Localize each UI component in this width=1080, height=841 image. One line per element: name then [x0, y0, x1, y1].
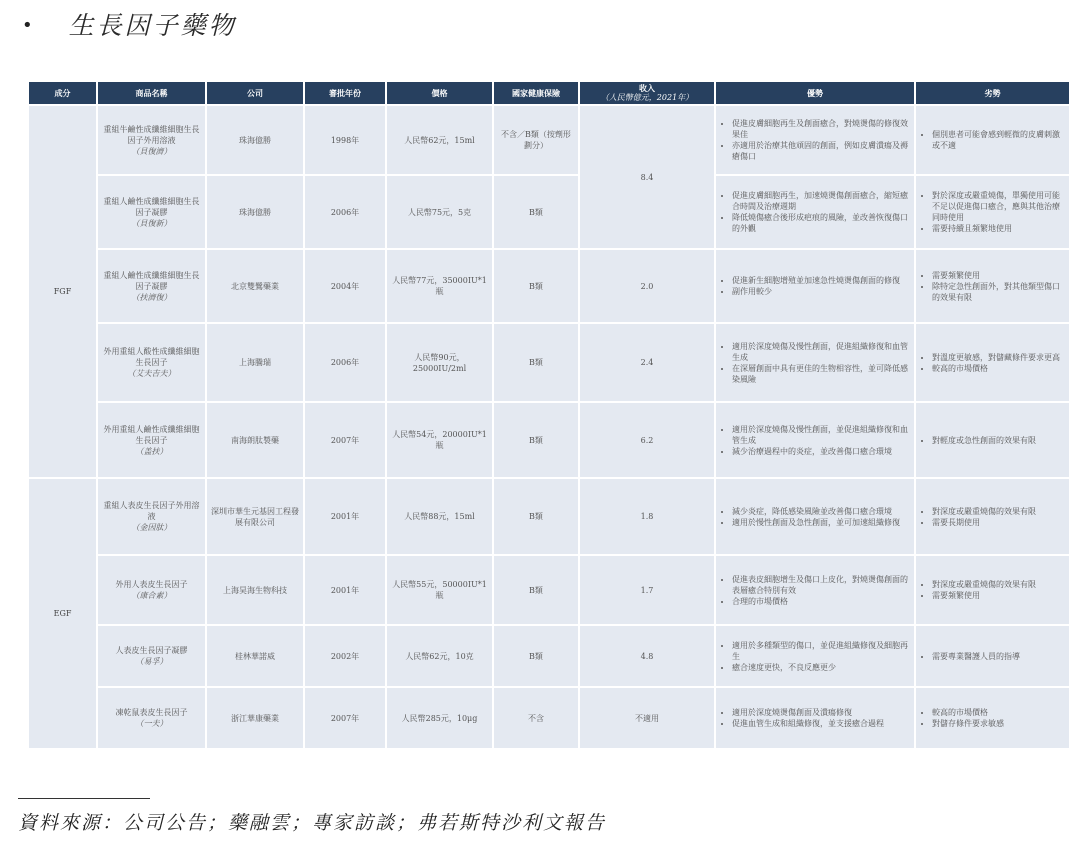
year-cell: 2001年 — [305, 556, 385, 624]
brand-name: （金因肽） — [131, 523, 172, 532]
product-name: 外用人表皮生長因子 — [115, 580, 188, 589]
disadvantages-cell — [916, 176, 1069, 248]
table-row — [29, 106, 1069, 174]
year-cell: 2006年 — [305, 176, 385, 248]
brand-name: （貝復濟） — [131, 146, 172, 156]
product-name: 凍乾鼠表皮生長因子 — [115, 708, 188, 717]
disadvantage-list — [920, 435, 1065, 446]
company-cell: 上海昊海生物科技 — [207, 556, 303, 624]
disadvantage-item: • 需要專業醫護人員的指導 — [932, 651, 1065, 662]
advantage-list — [720, 341, 910, 385]
disadvantage-list — [920, 651, 1065, 662]
disadvantage-item: • 對於深度或嚴重燒傷，單獨使用可能不足以促進傷口癒合，應與其他治療同時使用 — [932, 190, 1065, 223]
header-revenue — [580, 82, 714, 104]
segment-cell-fgf: FGF — [29, 106, 96, 477]
advantages-cell — [716, 479, 914, 554]
advantage-item: • 促進血管生成和組織修復，並支援癒合過程 — [732, 718, 910, 729]
advantage-list — [720, 574, 910, 607]
advantages-cell — [716, 626, 914, 686]
disadvantages-cell — [916, 106, 1069, 174]
product-name: 重組人表皮生長因子外用溶液 — [103, 501, 200, 521]
advantage-item: • 適用於深度燒燙傷創面及潰瘍修復 — [732, 707, 910, 718]
disadvantages-cell — [916, 688, 1069, 748]
product-cell — [98, 176, 205, 248]
year-cell: 2006年 — [305, 324, 385, 401]
advantage-item: • 在深層創面中具有更佳的生物相容性，並可降低感染風險 — [732, 363, 910, 385]
revenue-cell: 4.8 — [580, 626, 714, 686]
revenue-cell: 1.8 — [580, 479, 714, 554]
product-name: 重組人鹼性成纖維細胞生長因子凝膠 — [103, 196, 200, 217]
brand-name: （艾夫吉夫） — [127, 369, 176, 378]
header-revenue-line1: 收入 — [639, 83, 655, 93]
growth-factor-drug-table — [27, 80, 1071, 750]
brand-name: （貝復新） — [131, 218, 172, 228]
price-cell: 人民幣55元，50000IU*1瓶 — [387, 556, 492, 624]
table-row — [29, 176, 1069, 248]
advantage-item: • 促進新生細胞增殖並加速急性燒燙傷創面的修復 — [732, 275, 910, 286]
disadvantages-cell — [916, 556, 1069, 624]
disadvantage-item: • 對深度或嚴重燒傷的效果有限 — [932, 506, 1065, 517]
price-cell: 人民幣90元，25000IU/2ml — [387, 324, 492, 401]
advantage-item: • 合理的市場價格 — [732, 596, 910, 607]
disadvantage-item: • 需要長期使用 — [932, 517, 1065, 528]
advantage-item: • 降低燒傷癒合後形成疤痕的風險，並改善恢復傷口的外觀 — [732, 212, 910, 234]
disadvantage-item: • 需要頻繁使用 — [932, 590, 1065, 601]
product-cell — [98, 403, 205, 477]
header-revenue-line2: （人民幣億元，2021年） — [600, 93, 694, 102]
section-heading — [22, 6, 237, 42]
advantage-list — [720, 424, 910, 457]
revenue-cell: 6.2 — [580, 403, 714, 477]
year-cell: 2007年 — [305, 403, 385, 477]
advantage-item: • 癒合速度更快，不良反應更少 — [732, 662, 910, 673]
company-cell: 珠海億勝 — [207, 176, 303, 248]
brand-name: （康合素） — [131, 591, 172, 600]
footnote-divider — [18, 798, 150, 799]
insurance-cell: B類 — [494, 176, 578, 248]
product-cell — [98, 250, 205, 322]
product-name: 外用重組人鹼性成纖維細胞生長因子 — [103, 424, 200, 445]
source-note: 資料來源：公司公告；藥融雲；專家訪談；弗若斯特沙利文報告 — [18, 812, 607, 834]
product-cell — [98, 479, 205, 554]
bullet: • — [22, 14, 33, 36]
revenue-cell: 2.0 — [580, 250, 714, 322]
product-cell — [98, 324, 205, 401]
disadvantage-item: • 需要頻繁使用 — [932, 270, 1065, 281]
advantage-item: • 副作用較少 — [732, 286, 910, 297]
advantage-list — [720, 118, 910, 162]
disadvantages-cell — [916, 479, 1069, 554]
price-cell: 人民幣77元，35000IU*1瓶 — [387, 250, 492, 322]
comparison-table-container — [27, 80, 1061, 750]
revenue-cell: 2.4 — [580, 324, 714, 401]
advantage-item: • 促進皮膚細胞再生，加速燒燙傷創面癒合，縮短癒合時間及治療週期 — [732, 190, 910, 212]
insurance-cell: B類 — [494, 479, 578, 554]
disadvantage-list — [920, 352, 1065, 374]
disadvantages-cell — [916, 250, 1069, 322]
product-name: 外用重組人酸性成纖維細胞生長因子 — [103, 347, 200, 367]
disadvantages-cell — [916, 403, 1069, 477]
company-cell: 深圳市華生元基因工程發展有限公司 — [207, 479, 303, 554]
disadvantage-list — [920, 579, 1065, 601]
disadvantage-list — [920, 190, 1065, 234]
advantages-cell — [716, 556, 914, 624]
advantage-item: • 適用於多種類型的傷口，並促進組織修復及細胞再生 — [732, 640, 910, 662]
price-cell: 人民幣285元，10μg — [387, 688, 492, 748]
disadvantage-item: • 較高的市場價格 — [932, 363, 1065, 374]
disadvantage-list — [920, 129, 1065, 151]
company-cell: 珠海億勝 — [207, 106, 303, 174]
price-cell: 人民幣54元，20000IU*1瓶 — [387, 403, 492, 477]
advantage-item: • 促進表皮細胞增生及傷口上皮化，對燒燙傷創面的表層癒合特別有效 — [732, 574, 910, 596]
header-company: 公司 — [207, 82, 303, 104]
advantages-cell — [716, 688, 914, 748]
advantages-cell — [716, 106, 914, 174]
insurance-cell: B類 — [494, 556, 578, 624]
price-cell: 人民幣75元，5克 — [387, 176, 492, 248]
advantage-list — [720, 275, 910, 297]
product-name: 人表皮生長因子凝膠 — [115, 646, 188, 655]
advantages-cell — [716, 250, 914, 322]
product-cell — [98, 556, 205, 624]
advantage-item: • 適用於深度燒傷及慢性創面，促進組織修復和血管生成 — [732, 341, 910, 363]
insurance-cell: B類 — [494, 626, 578, 686]
advantage-item: • 適用於深度燒傷及慢性創面，並促進組織修復和血管生成 — [732, 424, 910, 446]
insurance-cell: B類 — [494, 403, 578, 477]
brand-name: （盖扶） — [135, 446, 168, 456]
advantage-item: • 減少治療過程中的炎症，並改善傷口癒合環境 — [732, 446, 910, 457]
table-row — [29, 324, 1069, 401]
year-cell: 2007年 — [305, 688, 385, 748]
company-cell: 桂林華諾威 — [207, 626, 303, 686]
table-row — [29, 688, 1069, 748]
year-cell: 1998年 — [305, 106, 385, 174]
advantage-item: • 減少炎症，降低感染風險並改善傷口癒合環境 — [732, 506, 910, 517]
disadvantages-cell — [916, 626, 1069, 686]
company-cell: 浙江華康藥業 — [207, 688, 303, 748]
header-advantages: 優勢 — [716, 82, 914, 104]
product-cell — [98, 688, 205, 748]
year-cell: 2001年 — [305, 479, 385, 554]
brand-name: （扶濟復） — [131, 292, 172, 302]
advantages-cell — [716, 403, 914, 477]
price-cell: 人民幣62元，10克 — [387, 626, 492, 686]
table-row — [29, 250, 1069, 322]
disadvantage-list — [920, 270, 1065, 303]
insurance-cell: 不含／B類（按劑形劃分） — [494, 106, 578, 174]
insurance-cell: 不含 — [494, 688, 578, 748]
header-segment: 成分 — [29, 82, 96, 104]
section-title: 生長因子藥物 — [68, 11, 237, 40]
header-year: 審批年份 — [305, 82, 385, 104]
header-insurance: 國家健康保險 — [494, 82, 578, 104]
header-disadvantages: 劣勢 — [916, 82, 1069, 104]
price-cell: 人民幣88元，15ml — [387, 479, 492, 554]
advantages-cell — [716, 176, 914, 248]
company-cell: 上海騰瑞 — [207, 324, 303, 401]
table-row — [29, 626, 1069, 686]
disadvantage-item: • 需要持續且頻繁地使用 — [932, 223, 1065, 234]
advantage-list — [720, 640, 910, 673]
product-name: 重組牛鹼性成纖維細胞生長因子外用溶液 — [103, 124, 200, 145]
table-row — [29, 556, 1069, 624]
disadvantage-list — [920, 707, 1065, 729]
disadvantage-item: • 對深度或嚴重燒傷的效果有限 — [932, 579, 1065, 590]
revenue-cell: 不適用 — [580, 688, 714, 748]
revenue-cell: 8.4 — [580, 106, 714, 248]
disadvantages-cell — [916, 324, 1069, 401]
advantage-item: • 促進皮膚細胞再生及創面癒合，對燒燙傷的修復效果佳 — [732, 118, 910, 140]
insurance-cell: B類 — [494, 250, 578, 322]
disadvantage-item: • 對儲存條件要求敏感 — [932, 718, 1065, 729]
disadvantage-item: • 除特定急性創面外，對其他類型傷口的效果有限 — [932, 281, 1065, 303]
header-price: 價格 — [387, 82, 492, 104]
advantage-list — [720, 707, 910, 729]
advantage-list — [720, 190, 910, 234]
product-cell — [98, 626, 205, 686]
table-header-row — [29, 82, 1069, 104]
year-cell: 2002年 — [305, 626, 385, 686]
table-row — [29, 403, 1069, 477]
product-name: 重組人鹼性成纖維細胞生長因子凝膠 — [103, 270, 200, 291]
advantage-item: • 適用於慢性創面及急性創面，並可加速組織修復 — [732, 517, 910, 528]
insurance-cell: B類 — [494, 324, 578, 401]
advantage-item: • 亦適用於治療其他頑固的創面，例如皮膚潰瘍及褥瘡傷口 — [732, 140, 910, 162]
disadvantage-item: • 較高的市場價格 — [932, 707, 1065, 718]
disadvantage-list — [920, 506, 1065, 528]
segment-cell-egf: EGF — [29, 479, 96, 748]
revenue-cell: 1.7 — [580, 556, 714, 624]
disadvantage-item: • 個別患者可能會感到輕微的皮膚刺激或不適 — [932, 129, 1065, 151]
disadvantage-item: • 對輕度或急性創面的效果有限 — [932, 435, 1065, 446]
price-cell: 人民幣62元，15ml — [387, 106, 492, 174]
disadvantage-item: • 對溫度更敏感，對儲藏條件要求更高 — [932, 352, 1065, 363]
brand-name: （一夫） — [135, 719, 168, 728]
header-product: 商品名稱 — [98, 82, 205, 104]
advantage-list — [720, 506, 910, 528]
company-cell: 南海朗肽製藥 — [207, 403, 303, 477]
advantages-cell — [716, 324, 914, 401]
brand-name: （易孚） — [135, 657, 168, 666]
product-cell — [98, 106, 205, 174]
company-cell: 北京雙鷺藥業 — [207, 250, 303, 322]
year-cell: 2004年 — [305, 250, 385, 322]
table-row — [29, 479, 1069, 554]
